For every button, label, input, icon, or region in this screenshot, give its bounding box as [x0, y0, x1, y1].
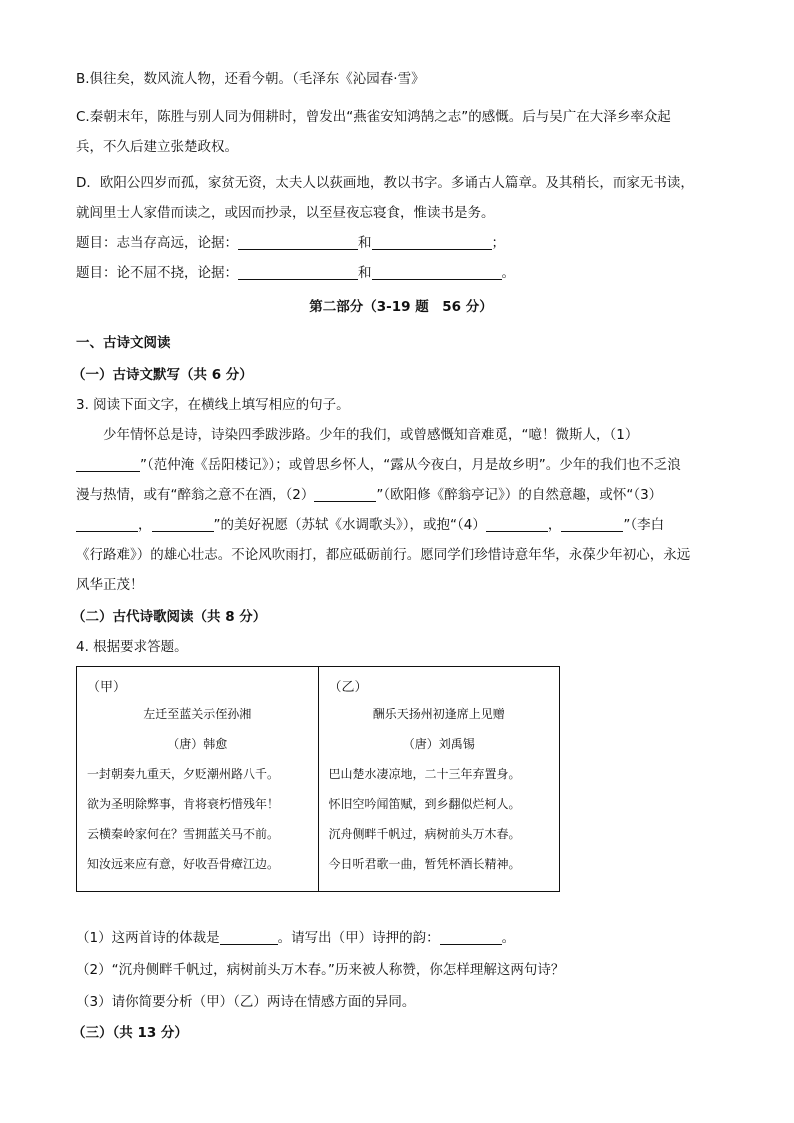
subsection1-title: （一）古诗文默写（共 6 分）: [72, 367, 253, 383]
option-d-line2: 就闾里士人家借而读之，或因而抄录，以至昼夜忘寝食，惟读书是务。: [76, 205, 495, 221]
poem-a-title: 左迁至蓝关示侄孙湘: [143, 707, 252, 721]
poem-b-line: 怀旧空吟闻笛赋，到乡翻似烂柯人。: [328, 797, 521, 811]
q3-line4: [76, 510, 726, 540]
topic1-mid: 和: [358, 235, 372, 251]
poem-b-tag: （乙）: [328, 680, 368, 695]
topic-line-1: [76, 228, 726, 258]
q3-blank-1[interactable]: [76, 455, 140, 472]
q4-1-text-c: 。: [501, 930, 516, 946]
topic2-end: 。: [501, 265, 515, 281]
q4-2: （2）“沉舟侧畔千帆过，病树前头万木春。”历来被人称赞，你怎样理解这两句诗？: [76, 962, 565, 978]
poem-a-line: 一封朝奏九重天，夕贬潮州路八千。: [87, 767, 280, 781]
q3-blank-3b[interactable]: [152, 515, 214, 532]
poem-a-line: 知汝远来应有意，好收吾骨瘴江边。: [87, 857, 280, 871]
q3-line4-text-d: ”（李白: [623, 517, 665, 533]
q3-blank-4a[interactable]: [486, 515, 548, 532]
q3-line2-text: ”（范仲淹《岳阳楼记》）；或曾思乡怀人，“露从今夜白，月是故乡明”。少年的我们也不乏浪: [140, 457, 681, 473]
q3-line5: 《行路难》）的雄心壮志。不论风吹雨打，都应砥砺前行。愿同学们珍惜诗意年华，永葆少年初心，永远: [76, 547, 691, 563]
q4-3: （3）请你简要分析（甲）（乙）两诗在情感方面的异同。: [76, 994, 416, 1010]
q3-line3-text-a: 漫与热情，或有“醉翁之意不在酒，（2）: [76, 487, 315, 503]
topic1-blank-1[interactable]: [238, 233, 358, 250]
q4-1-text-b: 。请写出（甲）诗押的韵：: [277, 930, 440, 946]
q3-line4-text-b: ”的美好祝愿（苏轼《水调歌头》），或抱“（4）: [213, 517, 486, 533]
document-page: [72, 64, 726, 1048]
option-b: B.俱往矣，数风流人物，还看今朝。（毛泽东《沁园春·雪》: [76, 71, 425, 87]
part2-title: 第二部分（3-19 题 56 分）: [309, 299, 493, 315]
q3-line3: [76, 480, 726, 510]
topic2-mid: 和: [358, 265, 372, 281]
q4-stem: 4. 根据要求答题。: [76, 639, 188, 655]
q3-blank-2[interactable]: [314, 485, 376, 502]
q3-line4-comma-1: ，: [138, 517, 152, 533]
option-d-line1: D．欧阳公四岁而孤，家贫无资，太夫人以荻画地，教以书字。多诵古人篇章。及其稍长，而家无书读，: [76, 175, 694, 191]
topic2-blank-1[interactable]: [238, 263, 358, 280]
q3-line1: 少年情怀总是诗，诗染四季跋涉路。少年的我们，或曾感慨知音难觅，“噫！微斯人，（1）: [103, 427, 639, 443]
topic-line-2: [76, 258, 726, 288]
poem-b-line: 沉舟侧畔千帆过，病树前头万木春。: [328, 827, 521, 841]
q3-line2: [76, 450, 726, 480]
poem-b-line: 今日听君歌一曲，暂凭杯酒长精神。: [328, 857, 521, 871]
poems-table: [76, 666, 560, 892]
poem-a-cell: [77, 667, 319, 892]
topic1-end: ；: [491, 235, 505, 251]
subsection3-title: （三）（共 13 分）: [72, 1025, 188, 1041]
option-c-line2: 兵，不久后建立张楚政权。: [76, 139, 238, 155]
q3-line4-comma-2: ，: [547, 517, 562, 533]
poem-b-title: 酬乐天扬州初逢席上见赠: [372, 707, 505, 721]
poem-a-line: 云横秦岭家何在？雪拥蓝关马不前。: [87, 827, 280, 841]
poem-a-tag: （甲）: [87, 680, 127, 695]
q3-stem: 3. 阅读下面文字，在横线上填写相应的句子。: [76, 397, 350, 413]
poem-a-author: （唐）韩愈: [167, 737, 228, 751]
q3-line3-text-b: ”（欧阳修《醉翁亭记》）的自然意趣，或怀“（3）: [376, 487, 663, 503]
topic1-prefix: 题目：志当存高远，论据：: [76, 235, 238, 251]
topic2-prefix: 题目：论不屈不挠，论据：: [76, 265, 238, 281]
q3-blank-3a[interactable]: [76, 515, 138, 532]
option-c-line1: C.秦朝末年，陈胜与别人同为佣耕时，曾发出“燕雀安知鸿鹄之志”的感慨。后与吴广在大泽乡率众起: [76, 109, 671, 125]
q4-1-blank-1[interactable]: [220, 928, 278, 945]
q4-subquestions: [76, 922, 726, 1018]
poem-b-author: （唐）刘禹锡: [402, 737, 475, 751]
poem-b-line: 巴山楚水凄凉地，二十三年弃置身。: [328, 767, 521, 781]
section1-title: 一、古诗文阅读: [76, 335, 171, 351]
topic2-blank-2[interactable]: [372, 263, 502, 280]
subsection2-title: （二）古代诗歌阅读（共 8 分）: [72, 609, 267, 625]
q3-blank-4b[interactable]: [561, 515, 623, 532]
q3-line6: 风华正茂！: [76, 577, 144, 593]
q4-1-blank-2[interactable]: [440, 928, 502, 945]
poem-a-line: 欲为圣明除弊事，肯将衰朽惜残年！: [87, 797, 280, 811]
poem-b-cell: [318, 667, 560, 892]
q4-1-text-a: （1）这两首诗的体裁是: [76, 930, 220, 946]
topic1-blank-2[interactable]: [372, 233, 492, 250]
q4-1: [76, 922, 726, 954]
